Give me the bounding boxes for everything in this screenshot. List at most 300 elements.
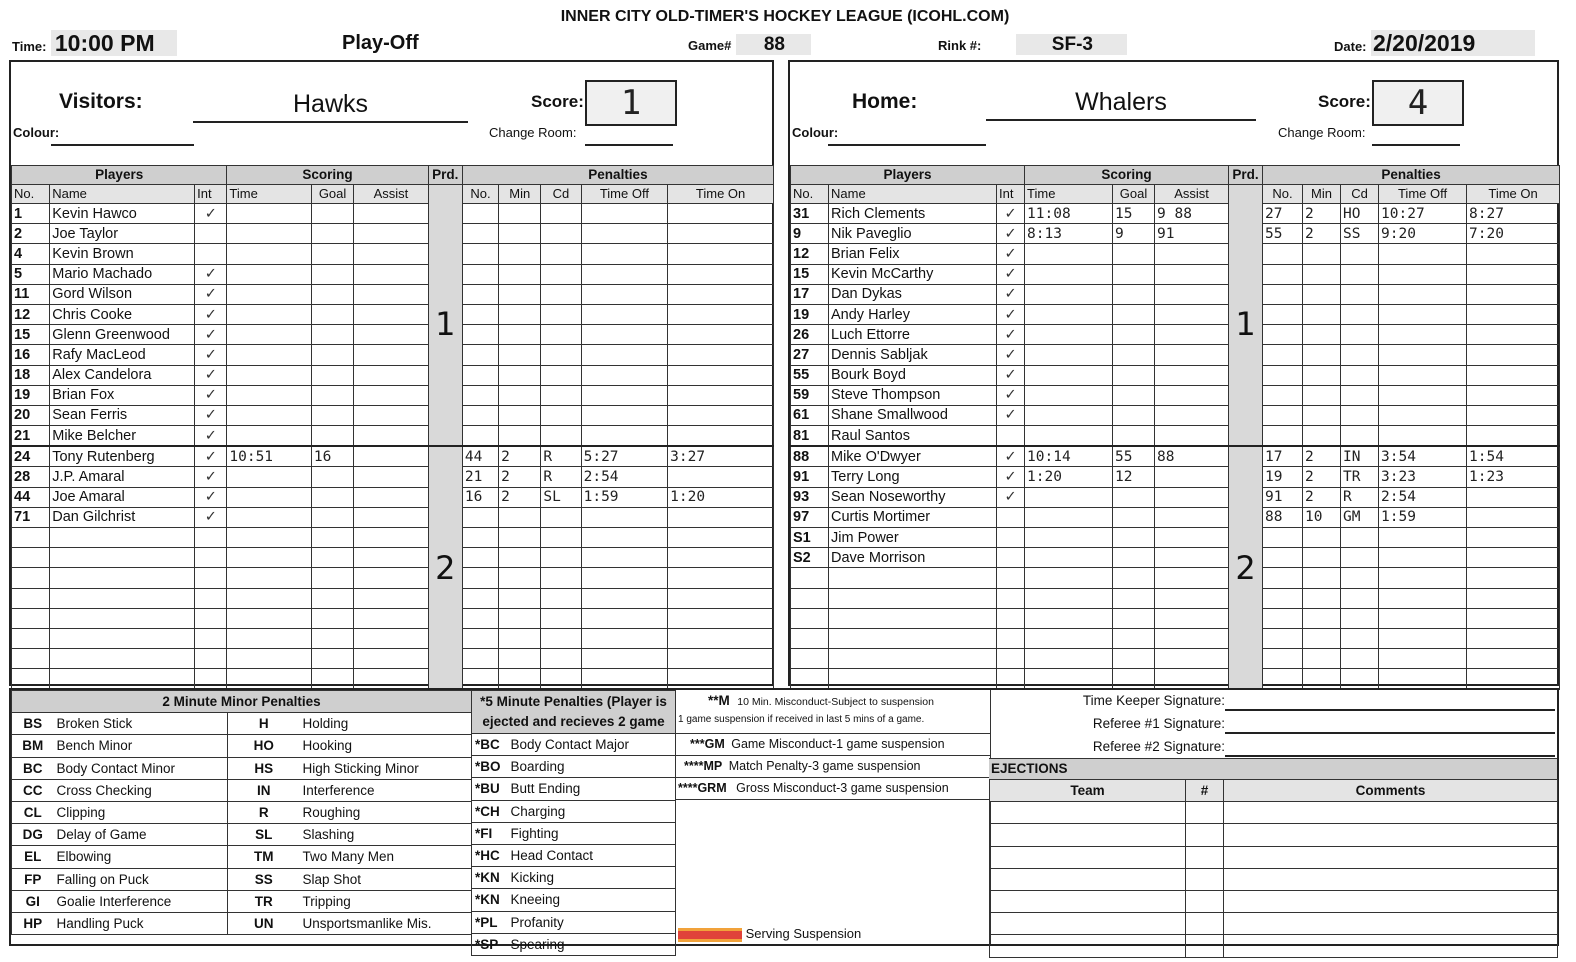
player-number[interactable] [12, 669, 50, 689]
player-number[interactable]: 93 [791, 487, 829, 507]
penalty-no[interactable] [1263, 264, 1303, 284]
goal-scorer[interactable] [311, 426, 353, 447]
intermission-check[interactable] [195, 628, 227, 648]
player-name[interactable] [50, 649, 195, 669]
goal-assist[interactable] [354, 345, 428, 365]
penalty-off[interactable] [1379, 548, 1467, 568]
goal-scorer[interactable] [311, 405, 353, 425]
penalty-min[interactable]: 2 [1303, 487, 1341, 507]
goal-scorer[interactable] [311, 568, 353, 588]
penalty-min[interactable] [499, 264, 541, 284]
penalty-cd[interactable] [1341, 284, 1379, 304]
penalty-no[interactable] [1263, 528, 1303, 548]
penalty-cd[interactable] [1341, 588, 1379, 608]
intermission-check[interactable] [195, 588, 227, 608]
penalty-min[interactable]: 2 [1303, 446, 1341, 467]
penalty-on[interactable] [668, 528, 774, 548]
goal-assist[interactable] [354, 507, 428, 527]
penalty-off[interactable] [581, 284, 668, 304]
penalty-min[interactable] [499, 528, 541, 548]
goal-assist[interactable] [1155, 345, 1229, 365]
goal-assist[interactable] [354, 426, 428, 447]
penalty-no[interactable]: 91 [1263, 487, 1303, 507]
penalty-cd[interactable] [541, 669, 581, 689]
penalty-cd[interactable] [541, 244, 581, 264]
player-number[interactable]: S1 [791, 528, 829, 548]
penalty-min[interactable] [1303, 385, 1341, 405]
goal-time[interactable] [227, 365, 312, 385]
penalty-on[interactable] [1467, 345, 1560, 365]
goal-time[interactable] [227, 204, 312, 224]
penalty-off[interactable] [581, 669, 668, 689]
intermission-check[interactable]: ✓ [997, 487, 1025, 507]
penalty-cd[interactable] [1341, 304, 1379, 324]
penalty-cd[interactable] [541, 608, 581, 628]
player-name[interactable] [50, 588, 195, 608]
goal-time[interactable] [1025, 365, 1113, 385]
penalty-off[interactable] [581, 608, 668, 628]
ejection-number[interactable] [1186, 868, 1224, 890]
penalty-on[interactable] [1467, 628, 1560, 648]
goal-time[interactable] [1025, 284, 1113, 304]
goal-assist[interactable] [1155, 588, 1229, 608]
penalty-off[interactable] [581, 405, 668, 425]
penalty-cd[interactable] [1341, 365, 1379, 385]
goal-assist[interactable] [354, 325, 428, 345]
intermission-check[interactable]: ✓ [997, 284, 1025, 304]
goal-scorer[interactable]: 9 [1113, 224, 1155, 244]
goal-assist[interactable] [354, 649, 428, 669]
penalty-no[interactable]: 21 [462, 467, 498, 487]
player-number[interactable]: S2 [791, 548, 829, 568]
penalty-off[interactable]: 3:54 [1379, 446, 1467, 467]
ejection-team[interactable] [990, 846, 1186, 868]
player-name[interactable]: Joe Taylor [50, 224, 195, 244]
penalty-on[interactable] [668, 628, 774, 648]
penalty-no[interactable] [1263, 669, 1303, 689]
goal-scorer[interactable] [311, 304, 353, 324]
penalty-no[interactable] [462, 204, 498, 224]
goal-scorer[interactable] [311, 385, 353, 405]
penalty-cd[interactable] [541, 365, 581, 385]
goal-scorer[interactable] [1113, 284, 1155, 304]
goal-time[interactable] [227, 426, 312, 447]
penalty-off[interactable] [581, 548, 668, 568]
penalty-cd[interactable] [1341, 385, 1379, 405]
penalty-no[interactable] [1263, 284, 1303, 304]
penalty-no[interactable] [1263, 345, 1303, 365]
goal-scorer[interactable] [1113, 628, 1155, 648]
penalty-off[interactable] [1379, 568, 1467, 588]
penalty-min[interactable] [1303, 528, 1341, 548]
penalty-cd[interactable] [1341, 568, 1379, 588]
goal-assist[interactable] [354, 669, 428, 689]
penalty-min[interactable] [499, 628, 541, 648]
penalty-on[interactable] [1467, 365, 1560, 385]
goal-time[interactable]: 1:20 [1025, 467, 1113, 487]
player-name[interactable]: Mike Belcher [50, 426, 195, 447]
intermission-check[interactable]: ✓ [997, 446, 1025, 467]
goal-time[interactable] [227, 264, 312, 284]
penalty-cd[interactable] [541, 528, 581, 548]
player-number[interactable] [12, 649, 50, 669]
player-number[interactable]: 97 [791, 507, 829, 527]
intermission-check[interactable]: ✓ [195, 365, 227, 385]
goal-time[interactable] [227, 628, 312, 648]
penalty-on[interactable] [668, 264, 774, 284]
goal-time[interactable] [1025, 264, 1113, 284]
penalty-no[interactable] [1263, 588, 1303, 608]
penalty-on[interactable] [1467, 385, 1560, 405]
intermission-check[interactable]: ✓ [195, 204, 227, 224]
goal-scorer[interactable]: 15 [1113, 204, 1155, 224]
penalty-no[interactable]: 27 [1263, 204, 1303, 224]
goal-scorer[interactable] [311, 204, 353, 224]
goal-time[interactable]: 11:08 [1025, 204, 1113, 224]
player-name[interactable]: Shane Smallwood [829, 405, 997, 425]
ejection-comment[interactable] [1224, 935, 1558, 957]
penalty-cd[interactable]: TR [1341, 467, 1379, 487]
intermission-check[interactable] [195, 568, 227, 588]
penalty-no[interactable] [462, 669, 498, 689]
goal-assist[interactable] [354, 204, 428, 224]
penalty-no[interactable] [462, 385, 498, 405]
goal-assist[interactable] [354, 365, 428, 385]
player-name[interactable] [829, 608, 997, 628]
player-number[interactable] [12, 548, 50, 568]
penalty-on[interactable] [668, 649, 774, 669]
goal-assist[interactable] [1155, 608, 1229, 628]
goal-assist[interactable] [1155, 487, 1229, 507]
intermission-check[interactable]: ✓ [195, 467, 227, 487]
goal-time[interactable] [1025, 669, 1113, 689]
penalty-min[interactable] [1303, 568, 1341, 588]
ejection-comment[interactable] [1224, 913, 1558, 935]
goal-assist[interactable] [354, 467, 428, 487]
goal-assist[interactable] [1155, 528, 1229, 548]
player-name[interactable]: Kevin Brown [50, 244, 195, 264]
penalty-min[interactable] [1303, 325, 1341, 345]
penalty-on[interactable] [668, 548, 774, 568]
penalty-cd[interactable] [541, 385, 581, 405]
penalty-min[interactable] [499, 385, 541, 405]
ejection-number[interactable] [1186, 935, 1224, 957]
penalty-no[interactable] [1263, 304, 1303, 324]
player-name[interactable]: Rafy MacLeod [50, 345, 195, 365]
ejection-team[interactable] [990, 935, 1186, 957]
penalty-on[interactable] [668, 588, 774, 608]
player-name[interactable] [829, 669, 997, 689]
intermission-check[interactable] [195, 548, 227, 568]
penalty-off[interactable] [581, 628, 668, 648]
penalty-cd[interactable]: SL [541, 487, 581, 507]
penalty-cd[interactable] [541, 548, 581, 568]
penalty-on[interactable] [668, 669, 774, 689]
penalty-no[interactable] [462, 325, 498, 345]
player-number[interactable]: 2 [12, 224, 50, 244]
player-name[interactable]: Sean Ferris [50, 405, 195, 425]
player-name[interactable] [50, 548, 195, 568]
intermission-check[interactable] [997, 669, 1025, 689]
penalty-on[interactable] [668, 224, 774, 244]
penalty-off[interactable]: 9:20 [1379, 224, 1467, 244]
goal-scorer[interactable] [311, 608, 353, 628]
penalty-min[interactable] [1303, 426, 1341, 447]
penalty-on[interactable] [668, 304, 774, 324]
penalty-off[interactable]: 3:23 [1379, 467, 1467, 487]
player-number[interactable]: 16 [12, 345, 50, 365]
goal-assist[interactable]: 91 [1155, 224, 1229, 244]
penalty-min[interactable] [1303, 284, 1341, 304]
penalty-off[interactable] [581, 244, 668, 264]
penalty-no[interactable] [1263, 385, 1303, 405]
player-number[interactable]: 91 [791, 467, 829, 487]
player-number[interactable]: 55 [791, 365, 829, 385]
penalty-no[interactable] [462, 568, 498, 588]
goal-time[interactable] [227, 244, 312, 264]
goal-scorer[interactable]: 12 [1113, 467, 1155, 487]
player-number[interactable]: 15 [791, 264, 829, 284]
penalty-on[interactable]: 7:20 [1467, 224, 1560, 244]
goal-scorer[interactable] [1113, 588, 1155, 608]
penalty-on[interactable] [668, 385, 774, 405]
penalty-no[interactable] [1263, 426, 1303, 447]
intermission-check[interactable]: ✓ [997, 204, 1025, 224]
penalty-off[interactable] [1379, 284, 1467, 304]
penalty-cd[interactable] [541, 345, 581, 365]
player-number[interactable] [12, 608, 50, 628]
penalty-min[interactable] [499, 365, 541, 385]
player-name[interactable]: Glenn Greenwood [50, 325, 195, 345]
penalty-min[interactable] [499, 426, 541, 447]
player-number[interactable]: 88 [791, 446, 829, 467]
player-number[interactable] [791, 568, 829, 588]
penalty-off[interactable] [1379, 528, 1467, 548]
intermission-check[interactable]: ✓ [997, 224, 1025, 244]
penalty-off[interactable]: 1:59 [581, 487, 668, 507]
penalty-off[interactable] [581, 385, 668, 405]
player-name[interactable]: Mario Machado [50, 264, 195, 284]
goal-scorer[interactable] [1113, 608, 1155, 628]
intermission-check[interactable]: ✓ [195, 385, 227, 405]
goal-scorer[interactable] [311, 669, 353, 689]
goal-time[interactable] [227, 487, 312, 507]
penalty-min[interactable] [1303, 405, 1341, 425]
goal-time[interactable] [1025, 487, 1113, 507]
penalty-min[interactable] [1303, 548, 1341, 568]
penalty-on[interactable] [1467, 244, 1560, 264]
goal-scorer[interactable] [1113, 365, 1155, 385]
penalty-on[interactable] [1467, 507, 1560, 527]
penalty-no[interactable] [462, 365, 498, 385]
intermission-check[interactable] [997, 507, 1025, 527]
goal-assist[interactable] [354, 608, 428, 628]
player-number[interactable] [791, 588, 829, 608]
goal-assist[interactable] [354, 628, 428, 648]
penalty-no[interactable]: 55 [1263, 224, 1303, 244]
goal-assist[interactable] [354, 284, 428, 304]
goal-time[interactable] [227, 568, 312, 588]
goal-scorer[interactable] [1113, 507, 1155, 527]
player-number[interactable]: 71 [12, 507, 50, 527]
goal-scorer[interactable] [1113, 405, 1155, 425]
player-name[interactable]: Terry Long [829, 467, 997, 487]
goal-time[interactable]: 8:13 [1025, 224, 1113, 244]
intermission-check[interactable]: ✓ [997, 467, 1025, 487]
intermission-check[interactable]: ✓ [195, 446, 227, 467]
goal-scorer[interactable]: 55 [1113, 446, 1155, 467]
penalty-cd[interactable] [541, 507, 581, 527]
goal-assist[interactable] [1155, 385, 1229, 405]
goal-assist[interactable] [354, 224, 428, 244]
penalty-no[interactable] [462, 608, 498, 628]
penalty-on[interactable] [1467, 548, 1560, 568]
penalty-cd[interactable] [541, 405, 581, 425]
penalty-no[interactable] [462, 528, 498, 548]
penalty-min[interactable] [499, 507, 541, 527]
ejection-team[interactable] [990, 824, 1186, 846]
penalty-cd[interactable]: SS [1341, 224, 1379, 244]
ejection-comment[interactable] [1224, 824, 1558, 846]
goal-time[interactable] [1025, 628, 1113, 648]
penalty-off[interactable]: 1:59 [1379, 507, 1467, 527]
goal-time[interactable] [1025, 244, 1113, 264]
goal-scorer[interactable] [1113, 669, 1155, 689]
goal-assist[interactable] [354, 548, 428, 568]
goal-assist[interactable] [354, 588, 428, 608]
penalty-cd[interactable] [541, 426, 581, 447]
player-name[interactable]: Curtis Mortimer [829, 507, 997, 527]
player-name[interactable]: Kevin McCarthy [829, 264, 997, 284]
player-name[interactable]: Joe Amaral [50, 487, 195, 507]
penalty-cd[interactable]: R [541, 446, 581, 467]
player-name[interactable]: Mike O'Dwyer [829, 446, 997, 467]
goal-scorer[interactable] [311, 588, 353, 608]
player-name[interactable]: Steve Thompson [829, 385, 997, 405]
intermission-check[interactable] [997, 649, 1025, 669]
penalty-min[interactable] [1303, 669, 1341, 689]
goal-time[interactable] [1025, 608, 1113, 628]
penalty-min[interactable] [1303, 264, 1341, 284]
penalty-no[interactable] [1263, 608, 1303, 628]
penalty-no[interactable] [462, 224, 498, 244]
penalty-min[interactable] [499, 548, 541, 568]
goal-assist[interactable] [1155, 284, 1229, 304]
penalty-min[interactable]: 2 [1303, 467, 1341, 487]
penalty-no[interactable] [462, 405, 498, 425]
penalty-off[interactable] [581, 204, 668, 224]
goal-assist[interactable] [354, 405, 428, 425]
ejection-team[interactable] [990, 868, 1186, 890]
penalty-no[interactable] [462, 304, 498, 324]
player-number[interactable]: 5 [12, 264, 50, 284]
goal-time[interactable] [1025, 345, 1113, 365]
goal-assist[interactable] [1155, 365, 1229, 385]
intermission-check[interactable] [997, 548, 1025, 568]
penalty-cd[interactable] [1341, 244, 1379, 264]
player-name[interactable] [829, 649, 997, 669]
penalty-min[interactable] [499, 224, 541, 244]
player-name[interactable] [829, 588, 997, 608]
penalty-min[interactable] [499, 204, 541, 224]
penalty-no[interactable] [1263, 365, 1303, 385]
penalty-min[interactable]: 2 [1303, 224, 1341, 244]
penalty-no[interactable] [1263, 628, 1303, 648]
penalty-min[interactable] [1303, 345, 1341, 365]
goal-scorer[interactable] [311, 467, 353, 487]
goal-scorer[interactable] [311, 507, 353, 527]
player-name[interactable]: Nik Paveglio [829, 224, 997, 244]
penalty-on[interactable] [1467, 649, 1560, 669]
goal-assist[interactable] [1155, 264, 1229, 284]
penalty-on[interactable]: 1:20 [668, 487, 774, 507]
penalty-cd[interactable] [1341, 528, 1379, 548]
intermission-check[interactable] [997, 588, 1025, 608]
player-name[interactable]: Kevin Hawco [50, 204, 195, 224]
ejection-comment[interactable] [1224, 868, 1558, 890]
goal-scorer[interactable] [311, 365, 353, 385]
penalty-on[interactable]: 8:27 [1467, 204, 1560, 224]
penalty-no[interactable] [462, 507, 498, 527]
goal-assist[interactable] [354, 487, 428, 507]
goal-time[interactable] [227, 649, 312, 669]
penalty-on[interactable] [668, 244, 774, 264]
player-name[interactable]: Sean Noseworthy [829, 487, 997, 507]
goal-assist[interactable] [354, 528, 428, 548]
goal-assist[interactable]: 88 [1155, 446, 1229, 467]
penalty-cd[interactable] [541, 649, 581, 669]
penalty-on[interactable] [1467, 588, 1560, 608]
player-number[interactable]: 1 [12, 204, 50, 224]
penalty-min[interactable]: 2 [499, 446, 541, 467]
ejection-number[interactable] [1186, 824, 1224, 846]
goal-assist[interactable] [354, 446, 428, 467]
goal-time[interactable] [227, 608, 312, 628]
intermission-check[interactable]: ✓ [195, 405, 227, 425]
player-number[interactable] [12, 568, 50, 588]
penalty-off[interactable] [581, 426, 668, 447]
intermission-check[interactable] [195, 608, 227, 628]
intermission-check[interactable]: ✓ [195, 284, 227, 304]
player-number[interactable] [791, 649, 829, 669]
penalty-min[interactable] [499, 588, 541, 608]
penalty-min[interactable] [499, 244, 541, 264]
goal-time[interactable] [1025, 649, 1113, 669]
goal-assist[interactable] [354, 264, 428, 284]
player-number[interactable] [791, 669, 829, 689]
penalty-off[interactable] [1379, 264, 1467, 284]
goal-scorer[interactable]: 16 [311, 446, 353, 467]
goal-time[interactable] [227, 669, 312, 689]
player-name[interactable]: Dan Dykas [829, 284, 997, 304]
goal-scorer[interactable] [1113, 426, 1155, 447]
penalty-cd[interactable] [1341, 628, 1379, 648]
player-name[interactable]: Luch Ettorre [829, 325, 997, 345]
penalty-cd[interactable]: IN [1341, 446, 1379, 467]
goal-time[interactable] [1025, 548, 1113, 568]
ejection-team[interactable] [990, 913, 1186, 935]
goal-scorer[interactable] [311, 284, 353, 304]
goal-time[interactable]: 10:14 [1025, 446, 1113, 467]
intermission-check[interactable] [195, 669, 227, 689]
player-number[interactable] [12, 628, 50, 648]
goal-scorer[interactable] [1113, 264, 1155, 284]
goal-scorer[interactable] [311, 244, 353, 264]
player-name[interactable] [829, 568, 997, 588]
player-number[interactable]: 61 [791, 405, 829, 425]
penalty-cd[interactable] [541, 284, 581, 304]
player-number[interactable]: 12 [791, 244, 829, 264]
